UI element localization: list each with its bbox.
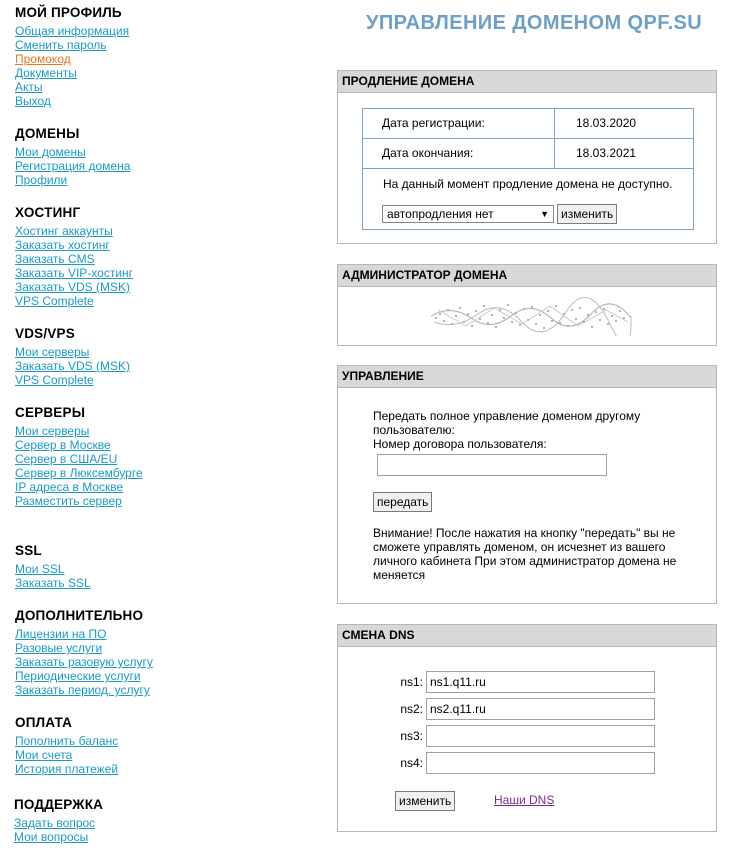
dns-row [338, 671, 718, 693]
sidebar-link-server-usa-eu[interactable]: Сервер в США/EU [15, 452, 118, 466]
sidebar-section-vds-vps [15, 326, 215, 387]
section-title: СЕРВЕРЫ [15, 405, 86, 420]
sidebar-link-order-vds-msk[interactable]: Заказать VDS (MSK) [15, 280, 130, 294]
sidebar-link-order-hosting[interactable]: Заказать хостинг [15, 238, 110, 252]
end-date-label: Дата окончания: [363, 139, 555, 168]
sidebar-link-ask-question[interactable]: Задать вопрос [14, 816, 96, 830]
sidebar-link-hosting-accounts[interactable]: Хостинг аккаунты [15, 224, 113, 238]
reg-date-label: Дата регистрации: [363, 109, 555, 138]
ns2-input[interactable]: ns2.q11.ru [426, 698, 655, 720]
ns4-label: ns4: [400, 756, 423, 770]
sidebar-link-server-luxembourg[interactable]: Сервер в Люксембурге [15, 466, 143, 480]
sidebar-section-hosting [15, 205, 215, 308]
section-title: VDS/VPS [15, 326, 75, 341]
dns-panel [337, 624, 717, 832]
sidebar-link-change-password[interactable]: Сменить пароль [15, 38, 107, 52]
contract-number-input[interactable] [377, 454, 607, 476]
end-date-value: 18.03.2021 [576, 146, 637, 160]
renewal-panel-header: ПРОДЛЕНИЕ ДОМЕНА [338, 71, 716, 93]
sidebar-link-acts[interactable]: Акты [15, 80, 43, 94]
sidebar-link-payment-history[interactable]: История платежей [15, 762, 119, 776]
sidebar-link-register-domain[interactable]: Регистрация домена [15, 159, 131, 173]
sidebar-section-support [14, 797, 214, 844]
dns-row [338, 752, 718, 774]
sidebar-link-one-time-services[interactable]: Разовые услуги [15, 641, 103, 655]
sidebar-link-order-vip-hosting[interactable]: Заказать VIP-хостинг [15, 266, 134, 280]
sidebar-link-my-domains[interactable]: Мои домены [15, 145, 86, 159]
sidebar-link-my-ssl[interactable]: Мои SSL [15, 562, 65, 576]
sidebar-link-logout[interactable]: Выход [15, 94, 51, 108]
sidebar-link-my-questions[interactable]: Мои вопросы [14, 830, 89, 844]
sidebar-link-profiles[interactable]: Профили [15, 173, 68, 187]
contract-number-label: Номер договора пользователя: [373, 437, 547, 451]
table-row [363, 109, 693, 139]
section-title: ПОДДЕРЖКА [14, 797, 104, 812]
renewal-note: На данный момент продление домена не доступно. [383, 177, 673, 191]
ns4-input[interactable] [426, 752, 655, 774]
sidebar-section-ssl [15, 543, 215, 590]
sidebar-link-server-moscow[interactable]: Сервер в Москве [15, 438, 111, 452]
admin-panel [337, 264, 717, 346]
ns3-input[interactable] [426, 725, 655, 747]
autorenew-controls [363, 199, 693, 229]
dns-row [338, 698, 718, 720]
admin-panel-header: АДМИНИСТРАТОР ДОМЕНА [338, 265, 716, 287]
section-title: ДОМЕНЫ [15, 126, 80, 141]
sidebar-link-order-periodic[interactable]: Заказать период. услугу [15, 683, 150, 697]
our-dns-link[interactable]: Наши DNS [494, 793, 555, 807]
sidebar-link-vps-complete[interactable]: VPS Complete [15, 294, 94, 308]
section-title: МОЙ ПРОФИЛЬ [15, 5, 122, 20]
sidebar-section-domains [15, 126, 215, 187]
page-title: УПРАВЛЕНИЕ ДОМЕНОМ QPF.SU [366, 12, 703, 34]
sidebar-link-ip-moscow[interactable]: IP адреса в Москве [15, 480, 124, 494]
admin-captcha-image [426, 296, 636, 336]
ns3-label: ns3: [400, 729, 423, 743]
autorenew-select[interactable] [382, 205, 554, 223]
transfer-description: Передать полное управление доменом другому пользователю: [373, 409, 641, 437]
sidebar-link-order-cms[interactable]: Заказать CMS [15, 252, 95, 266]
sidebar-section-additional [15, 608, 215, 697]
control-panel-header: УПРАВЛЕНИЕ [338, 366, 716, 388]
sidebar-link-periodic-services[interactable]: Периодические услуги [15, 669, 141, 683]
sidebar-link-vps-complete[interactable]: VPS Complete [15, 373, 94, 387]
autorenew-select-value: автопродления нет [387, 207, 494, 221]
renewal-change-button[interactable]: изменить [557, 204, 617, 224]
ns1-input[interactable]: ns1.q11.ru [426, 671, 655, 693]
dns-change-button[interactable]: изменить [395, 791, 455, 811]
control-panel [337, 365, 717, 604]
sidebar-link-my-servers[interactable]: Мои серверы [15, 424, 90, 438]
sidebar-link-order-one-time[interactable]: Заказать разовую услугу [15, 655, 153, 669]
dns-panel-header: СМЕНА DNS [338, 625, 716, 647]
sidebar-section-servers [15, 405, 215, 508]
sidebar-section-payment [15, 715, 215, 776]
dns-row [338, 725, 718, 747]
ns2-label: ns2: [400, 702, 423, 716]
transfer-warning: Внимание! После нажатия на кнопку "передать" вы не сможете управлять доменом, он исчезнет из вашего личного кабинета При этом администратор домена не меняется [373, 526, 677, 582]
sidebar-link-promocode[interactable]: Промокод [15, 52, 71, 66]
sidebar-link-documents[interactable]: Документы [15, 66, 77, 80]
reg-date-value: 18.03.2020 [576, 116, 637, 130]
renewal-panel [337, 70, 717, 244]
sidebar-link-my-servers[interactable]: Мои серверы [15, 345, 90, 359]
section-title: ХОСТИНГ [15, 205, 81, 220]
sidebar-section-profile [15, 5, 215, 108]
sidebar-link-colocation[interactable]: Разместить сервер [15, 494, 122, 508]
ns1-label: ns1: [400, 675, 423, 689]
section-title: ОПЛАТА [15, 715, 73, 730]
section-title: ДОПОЛНИТЕЛЬНО [15, 608, 144, 623]
sidebar-link-order-vds-msk[interactable]: Заказать VDS (MSK) [15, 359, 130, 373]
sidebar-link-top-up[interactable]: Пополнить баланс [15, 734, 119, 748]
sidebar-link-order-ssl[interactable]: Заказать SSL [15, 576, 91, 590]
chevron-down-icon: ▼ [540, 209, 549, 219]
section-title: SSL [15, 543, 42, 558]
sidebar-link-my-invoices[interactable]: Мои счета [15, 748, 73, 762]
table-row [363, 139, 693, 169]
renewal-table [362, 108, 694, 230]
transfer-button[interactable]: передать [373, 492, 432, 512]
sidebar-link-general-info[interactable]: Общая информация [15, 24, 130, 38]
sidebar-link-licenses[interactable]: Лицензии на ПО [15, 627, 107, 641]
